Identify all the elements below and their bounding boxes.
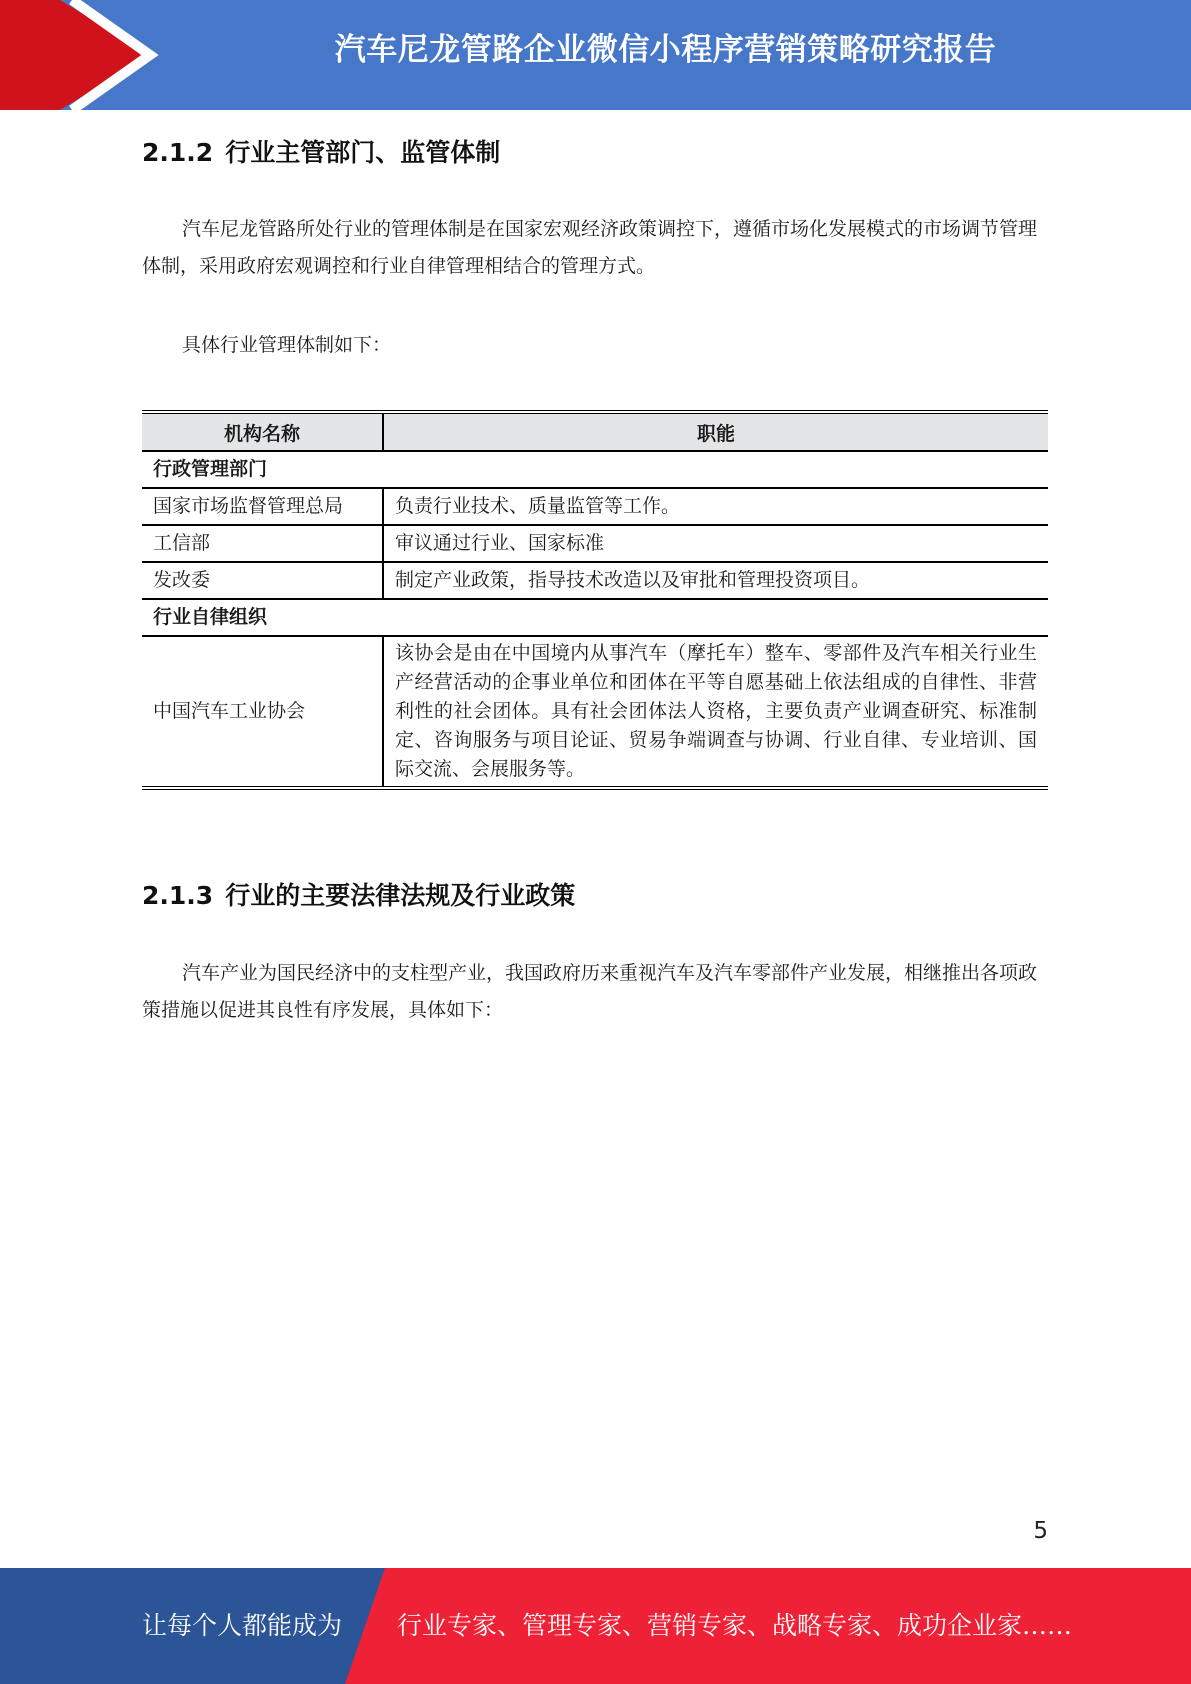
- footer-slogan-right: 行业专家、管理专家、营销专家、战略专家、成功企业家……: [397, 1611, 1073, 1640]
- group-label-administrative: 行政管理部门: [142, 451, 1048, 488]
- section-heading-2-1-2: [142, 133, 500, 169]
- column-header-duty: 职能: [383, 414, 1048, 451]
- report-title: 汽车尼龙管路企业微信小程序营销策略研究报告: [334, 32, 997, 68]
- section-title: 行业主管部门、监管体制: [225, 138, 501, 167]
- page-footer: [0, 1568, 1191, 1684]
- org-name: 工信部: [142, 525, 383, 562]
- org-name: 中国汽车工业协会: [142, 636, 383, 786]
- table-row: [142, 636, 1048, 786]
- table-group-row: [142, 599, 1048, 636]
- org-name: 发改委: [142, 562, 383, 599]
- footer-slogan-left: 让每个人都能成为: [142, 1611, 343, 1640]
- paragraph-table-intro: 具体行业管理体制如下：: [182, 334, 392, 356]
- paragraph-policy-intro: 汽车产业为国民经济中的支柱型产业，我国政府历来重视汽车及汽车零部件产业发展，相继推出各项政策措施以促进其良性有序发展，具体如下：: [142, 962, 1038, 1021]
- section-heading-2-1-3: [142, 876, 575, 912]
- table-row: [142, 488, 1048, 525]
- table-header-row: [142, 414, 1048, 451]
- group-label-self-regulatory: 行业自律组织: [142, 599, 1048, 636]
- org-duty: 审议通过行业、国家标准: [383, 525, 1048, 562]
- org-duty: 制定产业政策，指导技术改造以及审批和管理投资项目。: [383, 562, 1048, 599]
- table-group-row: [142, 451, 1048, 488]
- section-number: 2.1.3: [142, 881, 214, 910]
- management-table: [142, 410, 1048, 790]
- section-number: 2.1.2: [142, 138, 214, 167]
- table-row: [142, 525, 1048, 562]
- org-name: 国家市场监督管理总局: [142, 488, 383, 525]
- table-row: [142, 562, 1048, 599]
- org-duty: 该协会是由在中国境内从事汽车（摩托车）整车、零部件及汽车相关行业生产经营活动的企事业单位和团体在平等自愿基础上依法组成的自律性、非营利性的社会团体。具有社会团体法人资格，主要负责产业调查研究、标准制定、咨询服务与项目论证、贸易争端调查与协调、行业自律、专业培训、国际交流、会展服务等。: [395, 642, 1037, 780]
- page-header: [0, 0, 1191, 110]
- column-header-name: 机构名称: [142, 414, 383, 451]
- section-title: 行业的主要法律法规及行业政策: [225, 881, 576, 910]
- org-duty: 负责行业技术、质量监管等工作。: [383, 488, 1048, 525]
- page-number: 5: [1033, 1518, 1048, 1544]
- paragraph-management-system: 汽车尼龙管路所处行业的管理体制是在国家宏观经济政策调控下，遵循市场化发展模式的市场调节管理体制，采用政府宏观调控和行业自律管理相结合的管理方式。: [142, 218, 1038, 277]
